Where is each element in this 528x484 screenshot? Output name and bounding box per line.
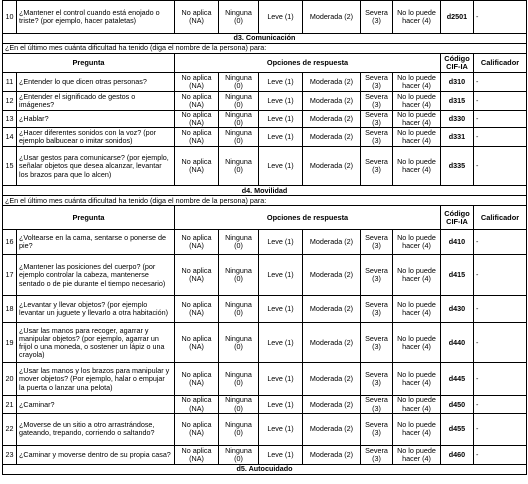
answer-option-severa[interactable]: Severa (3) (361, 396, 393, 413)
question-text: ¿Mantener las posiciones del cuerpo? (por ejemplo controlar la cabeza, mantenerse sentado o de pie durante el tiempo necesario) (17, 255, 175, 296)
cif-ia-code: d430 (441, 296, 474, 323)
cif-ia-code: d310 (441, 73, 474, 92)
question-text: ¿Moverse de un sitio a otro arrastrándose, gateando, trepando, corriendo o saltando? (17, 413, 175, 445)
answer-option-severa[interactable]: Severa (3) (361, 230, 393, 255)
answer-option-leve[interactable]: Leve (1) (259, 111, 303, 128)
table-row (3, 73, 527, 92)
cif-ia-code: d450 (441, 396, 474, 413)
answer-option-leve[interactable]: Leve (1) (259, 445, 303, 464)
answer-option-moderada[interactable]: Moderada (2) (303, 111, 361, 128)
header-pregunta: Pregunta (3, 206, 175, 230)
answer-option-no-puede[interactable]: No lo puede hacer (4) (393, 230, 441, 255)
answer-option-no-aplica[interactable]: No aplica (NA) (175, 147, 219, 186)
answer-option-no-aplica[interactable]: No aplica (NA) (175, 1, 219, 34)
answer-option-no-puede[interactable]: No lo puede hacer (4) (393, 445, 441, 464)
answer-option-no-puede[interactable]: No lo puede hacer (4) (393, 111, 441, 128)
answer-option-moderada[interactable]: Moderada (2) (303, 396, 361, 413)
answer-option-moderada[interactable]: Moderada (2) (303, 296, 361, 323)
answer-option-no-puede[interactable]: No lo puede hacer (4) (393, 413, 441, 445)
header-calificador: Calificador (474, 54, 527, 73)
table-row (3, 396, 527, 413)
qualifier-cell[interactable]: - (474, 413, 527, 445)
answer-option-no-aplica[interactable]: No aplica (NA) (175, 413, 219, 445)
answer-option-leve[interactable]: Leve (1) (259, 92, 303, 111)
answer-option-moderada[interactable]: Moderada (2) (303, 323, 361, 363)
qualifier-cell[interactable]: - (474, 396, 527, 413)
answer-option-ninguna[interactable]: Ninguna (0) (219, 1, 259, 34)
answer-option-ninguna[interactable]: Ninguna (0) (219, 396, 259, 413)
question-text: ¿Hacer diferentes sonidos con la voz? (por ejemplo balbucear o imitar sonidos) (17, 128, 175, 147)
answer-option-severa[interactable]: Severa (3) (361, 445, 393, 464)
header-row (3, 54, 527, 73)
answer-option-no-puede[interactable]: No lo puede hacer (4) (393, 255, 441, 296)
table-row (3, 92, 527, 111)
table-row (3, 445, 527, 464)
questionnaire-document (2, 0, 526, 475)
table-row (3, 413, 527, 445)
qualifier-cell[interactable]: - (474, 73, 527, 92)
answer-option-severa[interactable]: Severa (3) (361, 296, 393, 323)
question-number: 10 (3, 1, 17, 34)
qualifier-cell[interactable]: - (474, 445, 527, 464)
qualifier-cell[interactable]: - (474, 230, 527, 255)
answer-option-ninguna[interactable]: Ninguna (0) (219, 255, 259, 296)
answer-option-no-puede[interactable]: No lo puede hacer (4) (393, 396, 441, 413)
answer-option-leve[interactable]: Leve (1) (259, 413, 303, 445)
answer-option-no-aplica[interactable]: No aplica (NA) (175, 128, 219, 147)
answer-option-leve[interactable]: Leve (1) (259, 323, 303, 363)
question-text: ¿Usar gestos para comunicarse? (por ejemplo, señalar objetos que desea alcanzar, levantar los brazos para que lo alcen) (17, 147, 175, 186)
question-text: ¿Hablar? (17, 111, 175, 128)
table-row (3, 296, 527, 323)
qualifier-cell[interactable]: - (474, 111, 527, 128)
question-number: 15 (3, 147, 17, 186)
question-text: ¿Entender el significado de gestos o imágenes? (17, 92, 175, 111)
header-opciones: Opciones de respuesta (175, 206, 441, 230)
answer-option-leve[interactable]: Leve (1) (259, 396, 303, 413)
question-text: ¿Entender lo que dicen otras personas? (17, 73, 175, 92)
answer-option-no-aplica[interactable]: No aplica (NA) (175, 111, 219, 128)
answer-option-no-aplica[interactable]: No aplica (NA) (175, 363, 219, 396)
question-number: 11 (3, 73, 17, 92)
question-text: ¿Levantar y llevar objetos? (por ejemplo levantar un juguete y llevarlo a otra habitación) (17, 296, 175, 323)
section-instruction: ¿En el último mes cuánta dificultad ha tenido (diga el nombre de la persona) para: (3, 196, 527, 206)
answer-option-no-aplica[interactable]: No aplica (NA) (175, 73, 219, 92)
answer-option-no-puede[interactable]: No lo puede hacer (4) (393, 296, 441, 323)
answer-option-no-aplica[interactable]: No aplica (NA) (175, 323, 219, 363)
answer-option-leve[interactable]: Leve (1) (259, 363, 303, 396)
section-title: d3. Comunicación (3, 34, 527, 44)
header-codigo: Código CIF-IA (441, 54, 474, 73)
answer-option-ninguna[interactable]: Ninguna (0) (219, 230, 259, 255)
question-number: 20 (3, 363, 17, 396)
question-number: 13 (3, 111, 17, 128)
answer-option-severa[interactable]: Severa (3) (361, 111, 393, 128)
question-text: ¿Mantener el control cuando está enojado o triste? (por ejemplo, hacer pataletas) (17, 1, 175, 34)
answer-option-no-aplica[interactable]: No aplica (NA) (175, 296, 219, 323)
answer-option-moderada[interactable]: Moderada (2) (303, 92, 361, 111)
question-number: 21 (3, 396, 17, 413)
answer-option-moderada[interactable]: Moderada (2) (303, 1, 361, 34)
table-body (3, 1, 527, 475)
table-row (3, 230, 527, 255)
answer-option-no-puede[interactable]: No lo puede hacer (4) (393, 147, 441, 186)
answer-option-severa[interactable]: Severa (3) (361, 363, 393, 396)
cif-ia-code: d445 (441, 363, 474, 396)
answer-option-leve[interactable]: Leve (1) (259, 128, 303, 147)
cif-ia-code: d315 (441, 92, 474, 111)
answer-option-severa[interactable]: Severa (3) (361, 147, 393, 186)
question-text: ¿Voltearse en la cama, sentarse o ponerse de pie? (17, 230, 175, 255)
qualifier-cell[interactable]: - (474, 147, 527, 186)
table-row (3, 147, 527, 186)
answer-option-moderada[interactable]: Moderada (2) (303, 128, 361, 147)
cif-ia-code: d335 (441, 147, 474, 186)
cif-ia-code: d415 (441, 255, 474, 296)
qualifier-cell[interactable]: - (474, 255, 527, 296)
question-text: ¿Caminar y moverse dentro de su propia casa? (17, 445, 175, 464)
header-codigo: Código CIF-IA (441, 206, 474, 230)
answer-option-moderada[interactable]: Moderada (2) (303, 445, 361, 464)
answer-option-ninguna[interactable]: Ninguna (0) (219, 73, 259, 92)
answer-option-no-aplica[interactable]: No aplica (NA) (175, 92, 219, 111)
cif-ia-code: d2501 (441, 1, 474, 34)
answer-option-severa[interactable]: Severa (3) (361, 255, 393, 296)
question-text: ¿Usar las manos y los brazos para manipular y mover objetos? (Por ejemplo, halar o empujar la puerta o lanzar una pelota) (17, 363, 175, 396)
answer-option-no-puede[interactable]: No lo puede hacer (4) (393, 73, 441, 92)
questionnaire-table (2, 0, 527, 475)
section-instruction-row (3, 44, 527, 54)
answer-option-leve[interactable]: Leve (1) (259, 1, 303, 34)
table-row (3, 363, 527, 396)
cif-ia-code: d460 (441, 445, 474, 464)
answer-option-severa[interactable]: Severa (3) (361, 92, 393, 111)
answer-option-leve[interactable]: Leve (1) (259, 147, 303, 186)
qualifier-cell[interactable]: - (474, 363, 527, 396)
table-row (3, 255, 527, 296)
table-row (3, 1, 527, 34)
question-text: ¿Caminar? (17, 396, 175, 413)
answer-option-no-puede[interactable]: No lo puede hacer (4) (393, 363, 441, 396)
question-number: 14 (3, 128, 17, 147)
question-number: 16 (3, 230, 17, 255)
question-number: 17 (3, 255, 17, 296)
section-title-row (3, 34, 527, 44)
answer-option-no-puede[interactable]: No lo puede hacer (4) (393, 323, 441, 363)
section-title-row (3, 186, 527, 196)
section-title-row (3, 464, 527, 474)
cif-ia-code: d330 (441, 111, 474, 128)
qualifier-cell[interactable]: - (474, 323, 527, 363)
question-number: 18 (3, 296, 17, 323)
cif-ia-code: d455 (441, 413, 474, 445)
section-title: d4. Movilidad (3, 186, 527, 196)
qualifier-cell[interactable]: - (474, 92, 527, 111)
answer-option-no-puede[interactable]: No lo puede hacer (4) (393, 92, 441, 111)
answer-option-leve[interactable]: Leve (1) (259, 296, 303, 323)
answer-option-ninguna[interactable]: Ninguna (0) (219, 92, 259, 111)
question-number: 12 (3, 92, 17, 111)
answer-option-no-aplica[interactable]: No aplica (NA) (175, 230, 219, 255)
answer-option-moderada[interactable]: Moderada (2) (303, 363, 361, 396)
cif-ia-code: d331 (441, 128, 474, 147)
answer-option-moderada[interactable]: Moderada (2) (303, 413, 361, 445)
answer-option-ninguna[interactable]: Ninguna (0) (219, 413, 259, 445)
header-pregunta: Pregunta (3, 54, 175, 73)
answer-option-ninguna[interactable]: Ninguna (0) (219, 445, 259, 464)
answer-option-ninguna[interactable]: Ninguna (0) (219, 128, 259, 147)
answer-option-leve[interactable]: Leve (1) (259, 255, 303, 296)
header-calificador: Calificador (474, 206, 527, 230)
answer-option-severa[interactable]: Severa (3) (361, 73, 393, 92)
answer-option-ninguna[interactable]: Ninguna (0) (219, 147, 259, 186)
answer-option-moderada[interactable]: Moderada (2) (303, 255, 361, 296)
qualifier-cell[interactable]: - (474, 128, 527, 147)
answer-option-ninguna[interactable]: Ninguna (0) (219, 296, 259, 323)
question-number: 23 (3, 445, 17, 464)
answer-option-severa[interactable]: Severa (3) (361, 1, 393, 34)
answer-option-severa[interactable]: Severa (3) (361, 323, 393, 363)
answer-option-moderada[interactable]: Moderada (2) (303, 147, 361, 186)
answer-option-leve[interactable]: Leve (1) (259, 230, 303, 255)
answer-option-no-aplica[interactable]: No aplica (NA) (175, 255, 219, 296)
section-instruction: ¿En el último mes cuánta dificultad ha tenido (diga el nombre de la persona) para: (3, 44, 527, 54)
answer-option-severa[interactable]: Severa (3) (361, 413, 393, 445)
cif-ia-code: d440 (441, 323, 474, 363)
answer-option-moderada[interactable]: Moderada (2) (303, 73, 361, 92)
answer-option-no-puede[interactable]: No lo puede hacer (4) (393, 1, 441, 34)
answer-option-severa[interactable]: Severa (3) (361, 128, 393, 147)
section-title: d5. Autocuidado (3, 464, 527, 474)
answer-option-moderada[interactable]: Moderada (2) (303, 230, 361, 255)
answer-option-leve[interactable]: Leve (1) (259, 73, 303, 92)
answer-option-ninguna[interactable]: Ninguna (0) (219, 111, 259, 128)
cif-ia-code: d410 (441, 230, 474, 255)
answer-option-ninguna[interactable]: Ninguna (0) (219, 363, 259, 396)
section-instruction-row (3, 196, 527, 206)
question-number: 19 (3, 323, 17, 363)
qualifier-cell[interactable]: - (474, 1, 527, 34)
question-text: ¿Usar las manos para recoger, agarrar y manipular objetos? (por ejemplo, agarrar un frijol o una moneda, o sostener un lápiz o una crayola) (17, 323, 175, 363)
header-opciones: Opciones de respuesta (175, 54, 441, 73)
header-row (3, 206, 527, 230)
qualifier-cell[interactable]: - (474, 296, 527, 323)
table-row (3, 323, 527, 363)
table-row (3, 111, 527, 128)
question-number: 22 (3, 413, 17, 445)
answer-option-no-puede[interactable]: No lo puede hacer (4) (393, 128, 441, 147)
answer-option-no-aplica[interactable]: No aplica (NA) (175, 396, 219, 413)
table-row (3, 128, 527, 147)
answer-option-no-aplica[interactable]: No aplica (NA) (175, 445, 219, 464)
answer-option-ninguna[interactable]: Ninguna (0) (219, 323, 259, 363)
